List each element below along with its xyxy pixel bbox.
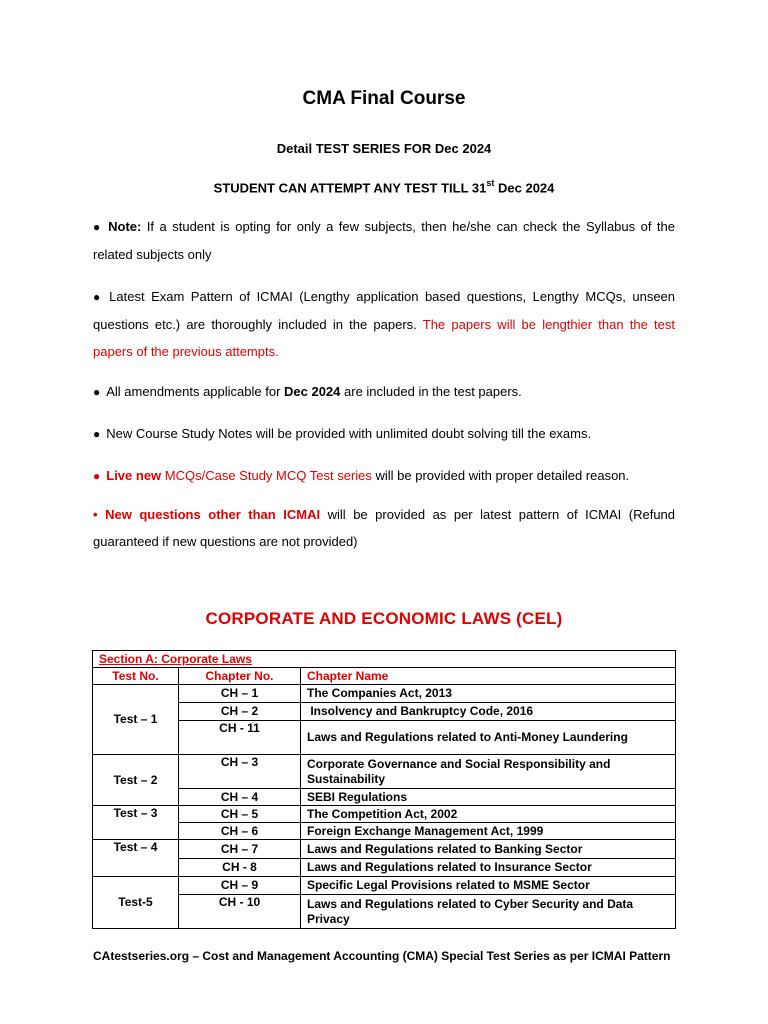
chapter-no-cell: CH – 4 — [179, 789, 301, 806]
amend-bold: Dec 2024 — [284, 384, 341, 399]
chapter-no-cell: CH - 11 — [179, 721, 301, 755]
section-label: Section A: Corporate Laws — [93, 651, 676, 668]
notes-text: New Course Study Notes will be provided with unlimited doubt solving till the exams. — [106, 426, 592, 441]
pattern-red-text: The papers will be lengthier than the test papers of the previous attempts. — [93, 317, 676, 359]
note-text: If a student is opting for only a few subjects, then he/she can check the Syllabus of the related subjects only — [93, 219, 676, 262]
note-label: Note: — [108, 219, 142, 234]
bullet-icon: ● — [93, 385, 101, 399]
chapter-name-cell: Foreign Exchange Management Act, 1999 — [301, 823, 676, 840]
chapter-name-cell: Corporate Governance and Social Responsibility and Sustainability — [301, 755, 676, 789]
table-row — [93, 895, 676, 929]
amend-pre: All amendments applicable for — [106, 384, 285, 399]
live-bold: Live new — [106, 468, 162, 483]
chapter-no-cell: CH – 1 — [179, 685, 301, 703]
chapter-no-cell: CH – 2 — [179, 703, 301, 721]
chapter-name-cell: Laws and Regulations related to Anti-Money Laundering — [301, 721, 676, 755]
header-test-no: Test No. — [93, 668, 179, 685]
test-cell: Test – 3 — [93, 806, 179, 840]
test-cell: Test – 2 — [93, 755, 179, 806]
chapter-name-cell: Laws and Regulations related to Cyber Security and Data Privacy — [301, 895, 676, 929]
bullet-icon: • — [93, 507, 106, 522]
chapter-name-cell: Specific Legal Provisions related to MSME Sector — [301, 877, 676, 895]
bullet-icon: ● — [93, 427, 101, 441]
note-bullet — [93, 213, 675, 268]
bullet-icon: ● — [93, 220, 103, 234]
test-cell: Test-5 — [93, 877, 179, 929]
bullet-icon: ● — [93, 469, 101, 483]
table-section-row — [93, 651, 676, 668]
chapter-name-cell: The Competition Act, 2002 — [301, 806, 676, 823]
study-notes-bullet — [93, 420, 675, 448]
test-cell: Test – 1 — [93, 685, 179, 755]
chapter-no-cell: CH - 10 — [179, 895, 301, 929]
chapter-no-cell: CH – 3 — [179, 755, 301, 789]
table-row — [93, 789, 676, 806]
attempt-suffix: Dec 2024 — [494, 180, 555, 196]
chapter-name-cell: Insolvency and Bankruptcy Code, 2016 — [301, 703, 676, 721]
live-mcq-bullet — [93, 462, 675, 490]
page-footer: CAtestseries.org – Cost and Management Accounting (CMA) Special Test Series as per ICMAI Pattern — [93, 949, 671, 963]
pattern-bullet — [93, 283, 675, 365]
attempt-sup: st — [486, 178, 495, 188]
newq-red: New questions other than ICMAI — [105, 507, 321, 522]
newq-post: will be provided as per latest pattern of ICMAI (Refund guaranteed if new questions are not provided) — [93, 507, 676, 549]
amend-post: are included in the test papers. — [340, 384, 522, 399]
live-red: MCQs/Case Study MCQ Test series — [161, 468, 372, 483]
chapter-no-cell: CH – 5 — [179, 806, 301, 823]
table-row — [93, 823, 676, 840]
table-row — [93, 755, 676, 789]
table-row — [93, 721, 676, 755]
chapter-no-cell: CH – 6 — [179, 823, 301, 840]
chapter-name-cell: Laws and Regulations related to Banking Sector — [301, 840, 676, 859]
page-title: CMA Final Course — [302, 88, 466, 109]
chapter-name-cell: Laws and Regulations related to Insurance Sector — [301, 859, 676, 877]
live-post: will be provided with proper detailed reason. — [371, 468, 630, 483]
table-row — [93, 806, 676, 823]
table-row — [93, 859, 676, 877]
chapter-no-cell: CH – 9 — [179, 877, 301, 895]
chapter-no-cell: CH - 8 — [179, 859, 301, 877]
chapter-no-cell: CH – 7 — [179, 840, 301, 859]
header-chapter-name: Chapter Name — [301, 668, 676, 685]
header-chapter-no: Chapter No. — [179, 668, 301, 685]
series-subtitle: Detail TEST SERIES FOR Dec 2024 — [276, 141, 492, 156]
attempt-deadline — [0, 179, 768, 195]
section-title: CORPORATE AND ECONOMIC LAWS (CEL) — [205, 609, 563, 628]
chapter-name-cell: SEBI Regulations — [301, 789, 676, 806]
table-header-row — [93, 668, 676, 685]
new-questions-bullet — [93, 501, 675, 555]
test-cell: Test – 4 — [93, 840, 179, 877]
table-row — [93, 685, 676, 703]
chapter-table — [92, 650, 676, 929]
table-row — [93, 703, 676, 721]
pattern-text: Latest Exam Pattern of ICMAI (Lengthy application based questions, Lengthy MCQs, unseen questions etc.) are thoroughly included in the papers. — [93, 289, 676, 332]
amendments-bullet — [93, 378, 675, 406]
attempt-prefix: STUDENT CAN ATTEMPT ANY TEST TILL 31 — [213, 180, 487, 196]
bullet-icon: ● — [93, 290, 104, 304]
table-row — [93, 840, 676, 859]
chapter-name-cell: The Companies Act, 2013 — [301, 685, 676, 703]
table-row — [93, 877, 676, 895]
